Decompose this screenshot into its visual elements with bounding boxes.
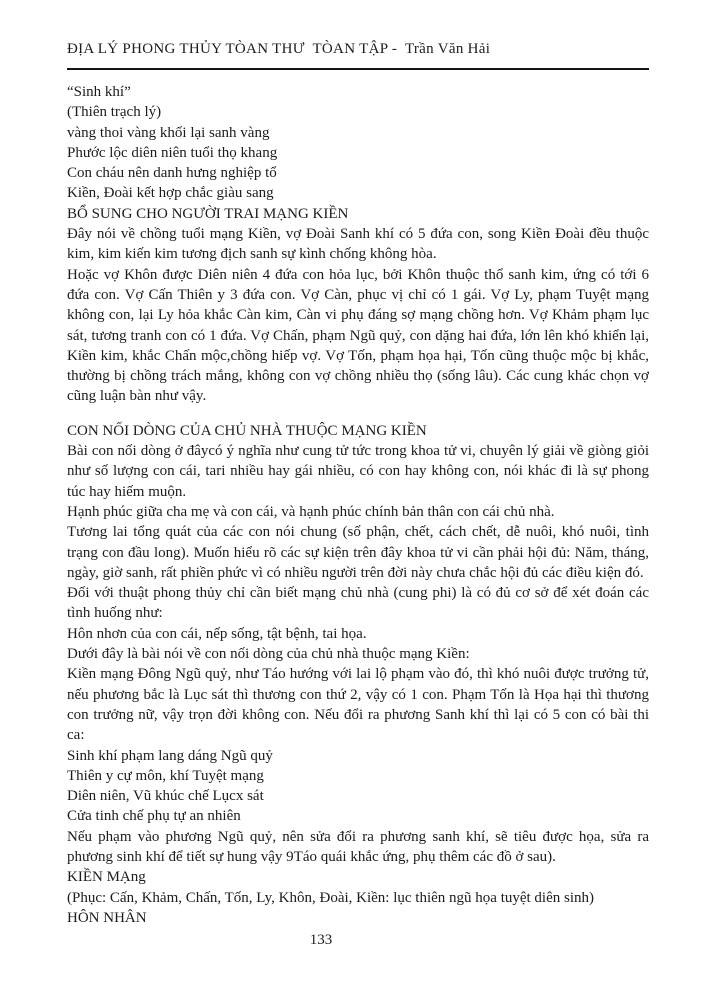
page-header: [67, 40, 649, 70]
text-line: Phước lộc diên niên tuổi thọ khang: [67, 144, 278, 161]
text-line: Kiền mạng Đông Ngũ quỷ, như Táo hướng với lai lộ phạm vào đó, thì khó nuôi được trưởng tử, nếu phương bắc là Lục sát thì thương con thứ 2, vậy có 1 con. Phạm Tốn là Họa hại thì thương con trưởng nữ, vậy trọn đời không con. Nếu đổi ra phương Sanh khí thì lại có 5 con có bài thi ca:: [67, 666, 649, 744]
text-line: (Thiên trạch lý): [67, 104, 162, 121]
section-heading: HÔN NHÂN: [67, 909, 147, 926]
text-line: “Sinh khí”: [67, 84, 131, 100]
text-line: Con cháu nên danh hưng nghiệp tổ: [67, 165, 277, 182]
page-number: 133: [309, 932, 333, 948]
text-line: Hôn nhơn của con cái, nếp sống, tật bệnh, tai họa.: [67, 625, 367, 642]
text-line: (Phục: Cấn, Khảm, Chấn, Tốn, Ly, Khôn, Đoài, Kiền: lục thiên ngũ họa tuyệt diên sinh): [67, 889, 595, 906]
page-footer: [0, 932, 642, 949]
text-line: Sinh khí phạm lang dáng Ngũ quỷ: [67, 747, 273, 764]
header-rule: [67, 68, 649, 70]
text-line: Diên niên, Vũ khúc chế Lụcx sát: [67, 788, 264, 805]
section-heading: BỔ SUNG CHO NGƯỜI TRAI MẠNG KIỀN: [67, 205, 349, 222]
text-line: Cửa tinh chế phụ tự an nhiên: [67, 808, 241, 825]
text-line: Dưới đây là bài nói về con nối dòng của chủ nhà thuộc mạng Kiền:: [67, 646, 470, 663]
text-line: vàng thoi vàng khối lại sanh vàng: [67, 124, 270, 141]
text-line: Kiền, Đoài kết hợp chắc giàu sang: [67, 185, 274, 202]
text-line: Đây nói về chồng tuổi mạng Kiền, vợ Đoài Sanh khí có 5 đứa con, song Kiền Đoài đều thuộc kim, kim kiến kim tương địch sanh sự kình chống không hòa.: [67, 226, 649, 263]
text-line: Bài con nối dòng ở đâycó ý nghĩa như cung tử tức trong khoa tử vi, chuyên lý giải về giòng giỏi như số lượng con cái, tari nhiều hay gái nhiều, có con hay không con, nói khác đi là sự phong túc hay hiếm muộn.: [67, 443, 649, 500]
text-line: Thiên y cự môn, khí Tuyệt mạng: [67, 767, 264, 784]
text-line: Nếu phạm vào phương Ngũ quỷ, nên sửa đổi ra phương sanh khí, sẽ tiêu được họa, sửa ra phương sinh khí để tiết sự hung vậy 9Táo quái khắc ứng, phụ thêm các đồ ở sau).: [67, 828, 649, 865]
page-content: [67, 40, 649, 928]
section-heading: CON NỐI DÒNG CỦA CHỦ NHÀ THUỘC MẠNG KIỀN: [67, 422, 427, 439]
text-line: Tương lai tổng quát của các con nói chung (số phận, chết, cách chết, dễ nuôi, khó nuôi, tình trạng con đầu long). Muốn hiểu rõ các sự kiện trên đây khoa tử vi cần phải hội đủ: Năm, tháng, ngày, giờ sanh, rất phiền phức vì có nhiều người trên đời này chưa chắc hội đủ các điều kiện đó.: [67, 524, 649, 581]
page-body: [67, 82, 649, 928]
book-title: ĐỊA LÝ PHONG THỦY TÒAN THƯ TÒAN TẬP - Trần Văn Hải: [67, 41, 491, 57]
blank-line: [67, 407, 649, 421]
text-line: Hoặc vợ Khôn được Diên niên 4 đứa con hỏa lục, bởi Khôn thuộc thổ sanh kim, ứng có tới 6 đứa con. Vợ Cấn Thiên y 3 đứa con. Vợ Càn, phục vị chỉ có 1 gái. Vợ Ly, phạm Tuyệt mạng không con, lại Ly hỏa khắc Càn kim, Càn vi phụ đáng sợ mạng chồng hơn. Vợ Khảm phạm lục sát, tương tranh con có 1 đứa. Vợ Chấn, phạm Ngũ quỷ, con dặng hai đứa, lớn lên khó khiển lại, Kiền kim, khắc Chấn mộc,chồng hiếp vợ. Vợ Tốn, phạm họa hại, Tốn cũng thuộc mộc bị khắc, thường bị chồng trách mắng, không con vợ chồng nhiều thọ (sống lâu). Các cung khác chọn vợ cũng luận bàn như vậy.: [67, 266, 649, 405]
text-line: Hạnh phúc giữa cha mẹ và con cái, và hạnh phúc chính bản thân con cái chủ nhà.: [67, 503, 555, 520]
text-line: Đối với thuật phong thủy chỉ cần biết mạng chủ nhà (cung phi) là có đủ cơ sở để xét đoán các tình huống như:: [67, 585, 649, 622]
text-line: KIỀN MẠng: [67, 869, 146, 886]
